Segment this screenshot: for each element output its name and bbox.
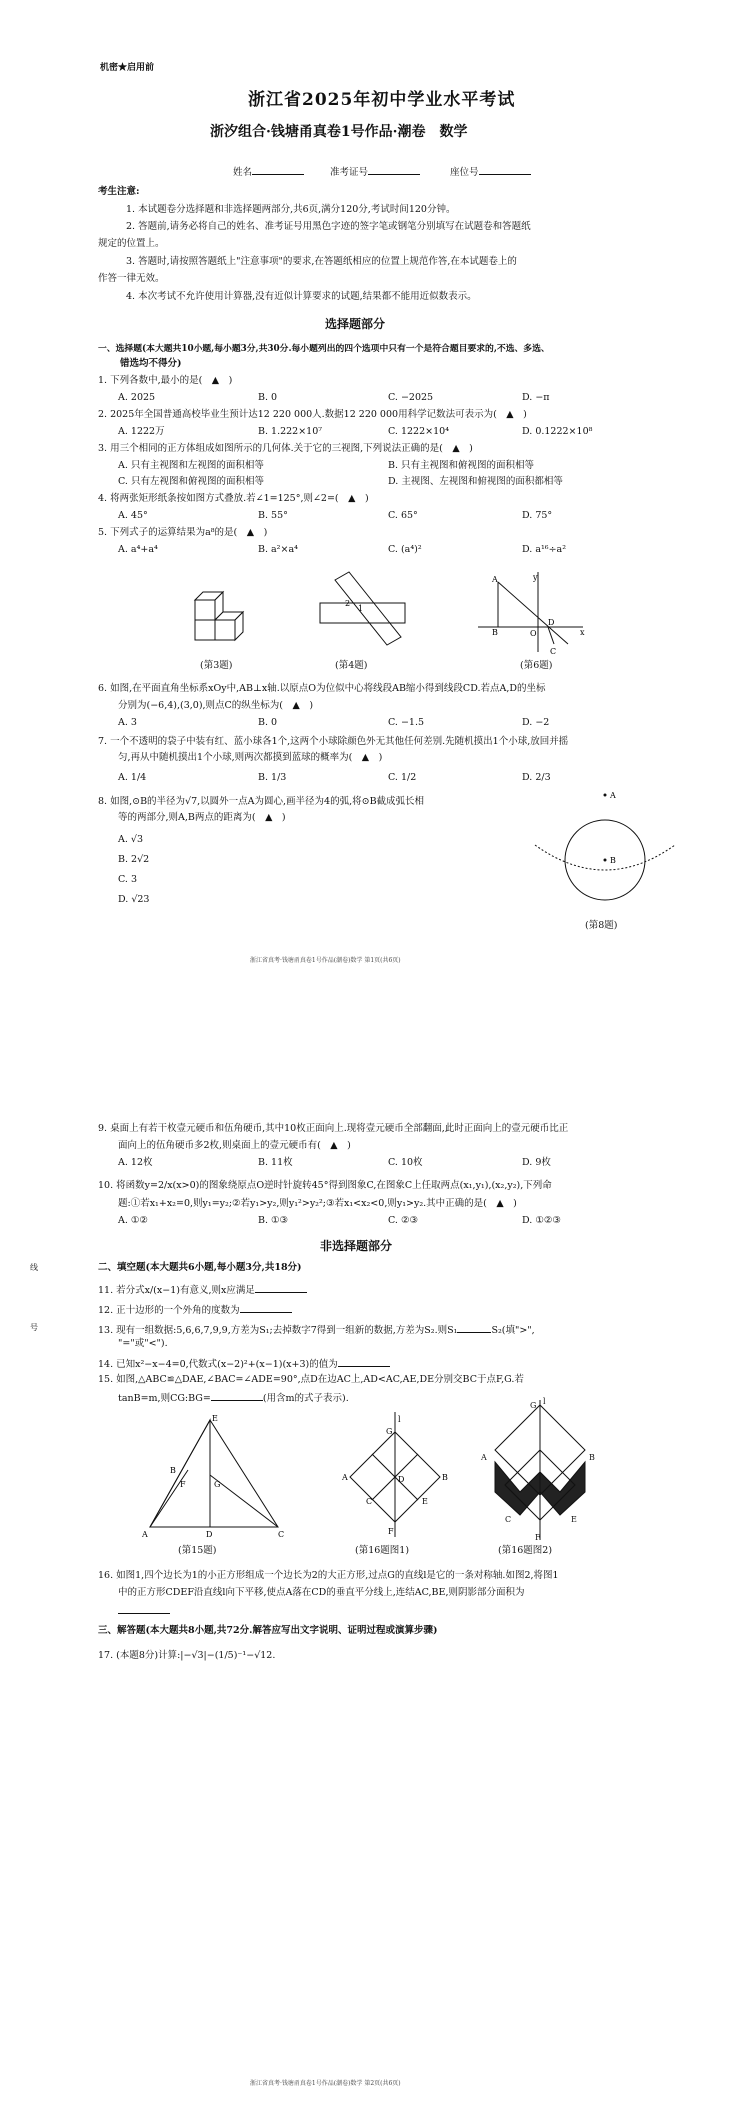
svg-text:G: G: [530, 1401, 537, 1410]
svg-text:D: D: [398, 1475, 405, 1484]
svg-text:O: O: [530, 629, 537, 638]
q3-option-c[interactable]: C. 只有左视图和俯视图的面积相等: [118, 476, 264, 487]
q7-option-c[interactable]: C. 1/2: [388, 772, 417, 783]
seat-field[interactable]: [450, 164, 531, 179]
q10-stem-cont: 题:①若x₁+x₂=0,则y₁=y₂;②若y₁>y₂,则y₁²>y₂²;③若x₁<x₂<0,则y₁>y₂.其中正确的是( ▲ ): [118, 1198, 517, 1209]
q2-stem: 2. 2025年全国普通高校毕业生预计达12 220 000人.数据12 220 000用科学记数法可表示为( ▲ ): [98, 409, 527, 420]
q7-option-a[interactable]: A. 1/4: [118, 772, 147, 783]
q10-stem: 10. 将函数y=2/x(x>0)的图象绕原点O逆时针旋转45°得到图象C,在图象C上任取两点(x₁,y₁),(x₂,y₂),下列命: [98, 1180, 552, 1191]
svg-text:A: A: [342, 1473, 348, 1482]
svg-text:x: x: [580, 628, 585, 637]
q1-option-d[interactable]: D. −π: [522, 392, 550, 403]
q7-stem-cont: 匀,再从中随机摸出1个小球,则两次都摸到蓝球的概率为( ▲ ): [118, 752, 383, 763]
q8-option-c[interactable]: C. 3: [118, 874, 138, 885]
svg-text:E: E: [571, 1515, 577, 1524]
svg-text:C: C: [366, 1497, 373, 1506]
section3-title: 三、解答题(本大题共8小题,共72分.解答应写出文字说明、证明过程或演算步骤): [98, 1625, 438, 1636]
q16-stem-cont: 中的正方形CDEF沿直线l向下平移,使点A落在CD的垂直平分线上,连结AC,BE,则阴影部分面积为: [118, 1587, 525, 1598]
q15-answer-blank[interactable]: [211, 1390, 263, 1401]
q14-answer-blank[interactable]: [338, 1356, 390, 1367]
exam-subtitle: 浙汐组合·钱塘甬真卷1号作品·潮卷 数学: [210, 124, 468, 140]
q8-option-a[interactable]: A. √3: [118, 834, 143, 845]
svg-text:E: E: [212, 1414, 218, 1423]
seat-label: 座位号: [450, 167, 479, 178]
figure-q16-2: [475, 1397, 605, 1545]
q7-option-b[interactable]: B. 1/3: [258, 772, 287, 783]
q13-text: 13. 现有一组数据:5,6,6,7,9,9,方差为S₁;去掉数字7得到一组新的数据,方差为S₂.则S₁: [98, 1325, 458, 1336]
margin-mark-line: 线: [30, 1263, 38, 1272]
svg-text:l: l: [543, 1397, 546, 1406]
q1-option-b[interactable]: B. 0: [258, 392, 278, 403]
q15-text: tanB=m,则CG:BG=: [118, 1393, 211, 1404]
q6-option-c[interactable]: C. −1.5: [388, 717, 425, 728]
svg-text:B: B: [492, 628, 498, 637]
q16-stem: 16. 如图1,四个边长为1的小正方形组成一个边长为2的大正方形,过点G的直线l是它的一条对称轴.如图2,将图1: [98, 1570, 559, 1581]
q14-text: 14. 已知x²−x−4=0,代数式(x−2)²+(x−1)(x+3)的值为: [98, 1359, 338, 1370]
svg-text:y: y: [533, 573, 538, 582]
svg-text:C: C: [278, 1530, 285, 1539]
q2-option-c[interactable]: C. 1222×10⁴: [388, 426, 450, 437]
q13-stem: [98, 1322, 535, 1337]
section1-intro: 一、选择题(本大题共10小题,每小题3分,共30分.每小题列出的四个选项中只有一个是符合题目要求的,不选、多选、: [98, 344, 550, 354]
q5-option-a[interactable]: A. a⁴+a⁴: [118, 544, 158, 555]
q8-stem-cont: 等的两部分,则A,B两点的距离为( ▲ ): [118, 812, 286, 823]
q9-option-d[interactable]: D. 9枚: [522, 1157, 551, 1168]
svg-text:E: E: [422, 1497, 428, 1506]
q17-stem: 17. (本题8分)计算:|−√3|−(1/5)⁻¹−√12.: [98, 1650, 276, 1661]
svg-text:B: B: [610, 856, 616, 865]
page1-footer: 浙江省真考·钱塘甬真卷1号作品(潮卷)数学 第1页(共6页): [250, 957, 401, 964]
margin-mark-number: 号: [30, 1323, 38, 1332]
q4-option-c[interactable]: C. 65°: [388, 510, 418, 521]
section2-title: 二、填空题(本大题共6小题,每小题3分,共18分): [98, 1262, 302, 1273]
q2-option-d[interactable]: D. 0.1222×10⁸: [522, 426, 593, 437]
q9-option-b[interactable]: B. 11枚: [258, 1157, 293, 1168]
svg-text:B: B: [442, 1473, 448, 1482]
svg-text:C: C: [505, 1515, 512, 1524]
q2-option-b[interactable]: B. 1.222×10⁷: [258, 426, 323, 437]
section1-intro-cont: 错选均不得分): [120, 358, 182, 369]
note-1: 1. 本试题卷分选择题和非选择题两部分,共6页,满分120分,考试时间120分钟。: [126, 204, 456, 215]
q6-stem-cont: 分别为(−6,4),(3,0),则点C的纵坐标为( ▲ ): [118, 700, 314, 711]
exam-id-label: 准考证号: [330, 167, 369, 178]
note-2-cont: 规定的位置上。: [98, 238, 165, 249]
q6-option-b[interactable]: B. 0: [258, 717, 278, 728]
angle-1-label: 1: [358, 604, 364, 613]
q11-stem: [98, 1282, 307, 1297]
svg-text:A: A: [481, 1453, 487, 1462]
q8-option-d[interactable]: D. √23: [118, 894, 150, 905]
q3-stem: 3. 用三个相同的正方体组成如图所示的几何体.关于它的三视图,下列说法正确的是( ▲ ): [98, 443, 473, 454]
note-4: 4. 本次考试不允许使用计算器,没有近似计算要求的试题,结果都不能用近似数表示。: [126, 291, 477, 302]
q8-option-b[interactable]: B. 2√2: [118, 854, 150, 865]
exam-title: 浙江省2025年初中学业水平考试: [248, 90, 516, 110]
svg-text:G: G: [386, 1427, 393, 1436]
q12-text: 12. 正十边形的一个外角的度数为: [98, 1305, 240, 1316]
confidential-tag: 机密★启用前: [100, 63, 155, 73]
figure-q16-1-caption: (第16题图1): [355, 1545, 410, 1556]
q6-stem: 6. 如图,在平面直角坐标系xOy中,AB⊥x轴.以原点O为位似中心将线段AB缩小得到线段CD.若点A,D的坐标: [98, 683, 546, 694]
name-field[interactable]: [233, 164, 304, 179]
q5-stem: 5. 下列式子的运算结果为a⁸的是( ▲ ): [98, 527, 268, 538]
q3-option-d[interactable]: D. 主视图、左视图和俯视图的面积都相等: [388, 476, 563, 487]
q15-stem: 15. 如图,△ABC≌△DAE,∠BAC=∠ADE=90°,点D在边AC上,AD<AC,AE,DE分别交BC于点F,G.若: [98, 1374, 524, 1385]
q1-option-c[interactable]: C. −2025: [388, 392, 434, 403]
figure-q6-axes: [478, 572, 588, 657]
q4-option-b[interactable]: B. 55°: [258, 510, 288, 521]
q7-stem: 7. 一个不透明的袋子中装有红、蓝小球各1个,这两个小球除颜色外无其他任何差别.先随机摸出1个小球,放回并摇: [98, 736, 569, 747]
figure-q15-caption: (第15题): [178, 1545, 217, 1556]
q5-option-d[interactable]: D. a¹⁶÷a²: [522, 544, 567, 555]
q5-option-b[interactable]: B. a²×a⁴: [258, 544, 298, 555]
q15-stem-cont: [118, 1390, 349, 1405]
figure-q8-caption: (第8题): [585, 920, 618, 931]
q5-option-c[interactable]: C. (a⁴)²: [388, 544, 422, 555]
q16-answer-blank[interactable]: [118, 1603, 170, 1618]
svg-text:A: A: [610, 791, 616, 800]
q12-answer-blank[interactable]: [240, 1302, 292, 1313]
q13-stem-cont: "="或"<").: [118, 1338, 168, 1349]
exam-page-2: [0, 1040, 743, 2104]
q2-option-a[interactable]: A. 1222万: [118, 426, 165, 437]
notes-title: 考生注意:: [98, 186, 140, 197]
q9-stem: 9. 桌面上有若干枚壹元硬币和伍角硬币,其中10枚正面向上.现将壹元硬币全部翻面,此时正面向上的壹元硬币比正: [98, 1123, 569, 1134]
q7-option-d[interactable]: D. 2/3: [522, 772, 551, 783]
figure-q15-triangles: [140, 1414, 285, 1540]
svg-text:B: B: [170, 1466, 176, 1475]
q8-stem: 8. 如图,⊙B的半径为√7,以圆外一点A为圆心,画半径为4的弧,将⊙B截成弧长相: [98, 796, 425, 807]
svg-text:C: C: [550, 647, 557, 656]
q10-option-a[interactable]: A. ①②: [118, 1215, 148, 1226]
q14-stem: [98, 1356, 390, 1371]
figure-q6-caption: (第6题): [520, 660, 553, 671]
q9-option-a[interactable]: A. 12枚: [118, 1157, 153, 1168]
svg-text:D: D: [206, 1530, 213, 1539]
q15-text-2: (用含m的式子表示).: [262, 1393, 349, 1404]
q12-stem: [98, 1302, 292, 1317]
figure-q16-1: [340, 1412, 450, 1542]
svg-text:F: F: [388, 1527, 394, 1536]
figure-q4-strips: [315, 575, 410, 650]
svg-text:A: A: [142, 1530, 148, 1539]
exam-page-1: [0, 0, 743, 990]
name-label: 姓名: [233, 167, 253, 178]
q10-option-c[interactable]: C. ②③: [388, 1215, 419, 1226]
angle-2-label: 2: [345, 599, 351, 608]
svg-text:F: F: [535, 1533, 541, 1542]
q11-text: 11. 若分式x/(x−1)有意义,则x应满足: [98, 1285, 255, 1296]
q4-stem: 4. 将两张矩形纸条按如图方式叠放.若∠1=125°,则∠2=( ▲ ): [98, 493, 369, 504]
q4-option-d[interactable]: D. 75°: [522, 510, 553, 521]
svg-text:F: F: [180, 1480, 186, 1489]
page2-footer: 浙江省真考·钱塘甬真卷1号作品(潮卷)数学 第2页(共6页): [250, 2080, 401, 2087]
q11-answer-blank[interactable]: [255, 1282, 307, 1293]
q13-answer-blank[interactable]: [457, 1322, 491, 1333]
q4-option-a[interactable]: A. 45°: [118, 510, 148, 521]
svg-text:B: B: [589, 1453, 595, 1462]
svg-text:l: l: [398, 1415, 401, 1424]
note-3: 3. 答题时,请按照答题纸上"注意事项"的要求,在答题纸相应的位置上规范作答,在本试题卷上的: [126, 256, 517, 267]
q10-option-b[interactable]: B. ①③: [258, 1215, 289, 1226]
svg-text:D: D: [548, 618, 555, 627]
part2-title: 非选择题部分: [320, 1239, 393, 1253]
figure-q16-2-caption: (第16题图2): [498, 1545, 553, 1556]
figure-q3-caption: (第3题): [200, 660, 233, 671]
q13-text-2: S₂(填">",: [491, 1325, 535, 1336]
exam-id-field[interactable]: [330, 164, 420, 179]
q1-stem: 1. 下列各数中,最小的是( ▲ ): [98, 375, 233, 386]
q10-option-d[interactable]: D. ①②③: [522, 1215, 561, 1226]
part1-title: 选择题部分: [325, 317, 386, 331]
figure-q4-caption: (第4题): [335, 660, 368, 671]
q3-option-a[interactable]: A. 只有主视图和左视图的面积相等: [118, 460, 264, 471]
note-2: 2. 答题前,请务必将自己的姓名、准考证号用黑色字迹的签字笔或钢笔分别填写在试题卷和答题纸: [126, 221, 531, 232]
note-3-cont: 作答一律无效。: [98, 273, 165, 284]
q9-stem-cont: 面向上的伍角硬币多2枚,则桌面上的壹元硬币有( ▲ ): [118, 1140, 351, 1151]
figure-q3-cubes: [185, 570, 265, 655]
svg-text:A: A: [492, 575, 498, 584]
q6-option-a[interactable]: A. 3: [118, 717, 137, 728]
q9-option-c[interactable]: C. 10枚: [388, 1157, 423, 1168]
q3-option-b[interactable]: B. 只有主视图和俯视图的面积相等: [388, 460, 535, 471]
q6-option-d[interactable]: D. −2: [522, 717, 550, 728]
q1-option-a[interactable]: A. 2025: [118, 392, 156, 403]
figure-q8-circle: [530, 785, 680, 915]
svg-text:G: G: [214, 1480, 221, 1489]
